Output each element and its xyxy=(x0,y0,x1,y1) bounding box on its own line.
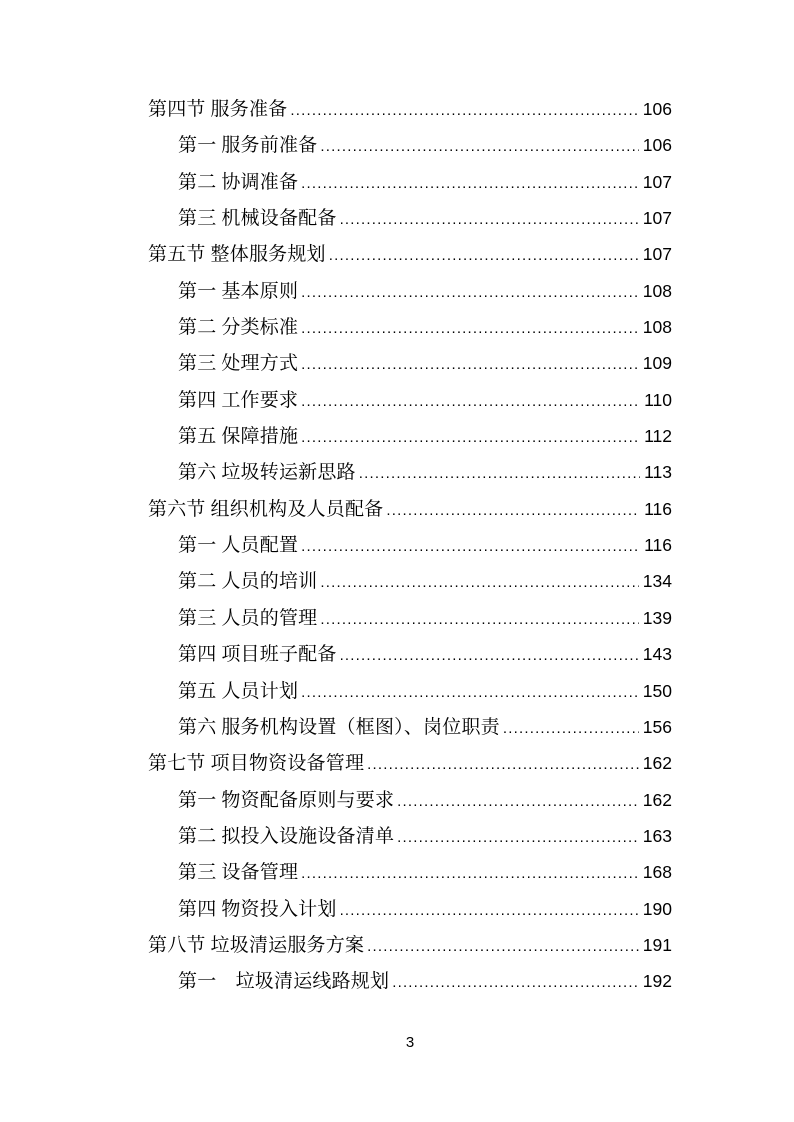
toc-entry-label: 第一 服务前准备 xyxy=(178,135,318,157)
toc-entry-page: 162 xyxy=(642,789,672,810)
toc-entry-page: 192 xyxy=(642,971,672,992)
toc-entry[interactable] xyxy=(148,127,672,163)
toc-entry-page: 162 xyxy=(642,753,672,774)
toc-entry-label: 第五节 整体服务规划 xyxy=(148,244,326,266)
toc-entry-page: 106 xyxy=(642,99,672,119)
toc-entry-label: 第一 物资配备原则与要求 xyxy=(178,789,395,811)
toc-leader-dots xyxy=(340,202,639,238)
toc-entry[interactable] xyxy=(148,927,672,963)
toc-leader-dots xyxy=(397,820,639,856)
toc-entry-page: 134 xyxy=(642,571,672,592)
page-number: 3 xyxy=(405,1034,415,1051)
toc-leader-dots xyxy=(301,675,639,711)
toc-leader-dots xyxy=(301,311,639,347)
toc-entry[interactable] xyxy=(148,818,672,854)
toc-entry[interactable] xyxy=(148,782,672,818)
toc-entry-label: 第三 处理方式 xyxy=(178,353,299,375)
toc-entry-page: 139 xyxy=(642,607,672,628)
toc-entry-page: 108 xyxy=(642,280,672,301)
toc-leader-dots xyxy=(329,238,639,274)
toc-entry[interactable] xyxy=(148,236,672,272)
toc-entry-label: 第二 协调准备 xyxy=(178,171,299,193)
toc-entry-page: 107 xyxy=(642,171,672,192)
toc-leader-dots xyxy=(301,529,640,565)
toc-entry-label: 第一 垃圾清运线路规划 xyxy=(178,971,390,993)
toc-entry-label: 第四节 服务准备 xyxy=(148,99,288,120)
toc-entry[interactable] xyxy=(148,91,672,127)
toc-entry[interactable] xyxy=(148,745,672,781)
toc-leader-dots xyxy=(340,893,639,929)
toc-entry-page: 116 xyxy=(644,498,672,519)
toc-entry-page: 116 xyxy=(644,535,672,556)
toc-entry[interactable] xyxy=(148,709,672,745)
toc-entry-page: 191 xyxy=(642,934,672,955)
toc-leader-dots xyxy=(320,602,638,638)
toc-entry-label: 第五 保障措施 xyxy=(178,426,299,448)
toc-entry[interactable] xyxy=(148,891,672,927)
toc-entry-page: 108 xyxy=(642,317,672,338)
toc-leader-dots xyxy=(301,347,639,383)
toc-entry-page: 106 xyxy=(642,135,672,156)
toc-entry-label: 第一 人员配置 xyxy=(178,535,299,557)
toc-entry-label: 第三 设备管理 xyxy=(178,862,299,884)
toc-entry-label: 第六 服务机构设置（框图）、岗位职责 xyxy=(178,716,500,738)
toc-entry-label: 第七节 项目物资设备管理 xyxy=(148,753,365,775)
toc-entry-label: 第四 项目班子配备 xyxy=(178,644,337,666)
table-of-contents xyxy=(148,91,672,1000)
toc-leader-dots xyxy=(301,856,639,892)
toc-leader-dots xyxy=(397,784,639,820)
toc-leader-dots xyxy=(320,565,638,601)
toc-leader-dots xyxy=(503,711,639,747)
toc-entry-page: 156 xyxy=(642,716,672,737)
toc-leader-dots xyxy=(392,965,639,1001)
toc-entry[interactable] xyxy=(148,491,672,527)
toc-entry-page: 109 xyxy=(642,353,672,374)
toc-entry[interactable] xyxy=(148,309,672,345)
toc-leader-dots xyxy=(359,456,640,492)
toc-entry[interactable] xyxy=(148,673,672,709)
toc-leader-dots xyxy=(301,166,639,202)
toc-entry-label: 第五 人员计划 xyxy=(178,680,299,702)
toc-entry[interactable] xyxy=(148,273,672,309)
toc-entry-page: 107 xyxy=(642,244,672,265)
toc-entry[interactable] xyxy=(148,963,672,999)
toc-entry-label: 第六 垃圾转运新思路 xyxy=(178,462,356,484)
toc-entry[interactable] xyxy=(148,382,672,418)
toc-entry-label: 第四 物资投入计划 xyxy=(178,898,337,920)
toc-entry[interactable] xyxy=(148,164,672,200)
toc-entry-page: 112 xyxy=(644,426,672,447)
toc-entry-label: 第四 工作要求 xyxy=(178,389,299,411)
toc-entry[interactable] xyxy=(148,454,672,490)
toc-entry[interactable] xyxy=(148,418,672,454)
toc-entry-label: 第三 人员的管理 xyxy=(178,607,318,629)
toc-entry[interactable] xyxy=(148,854,672,890)
toc-entry-label: 第八节 垃圾清运服务方案 xyxy=(148,934,365,956)
toc-leader-dots xyxy=(301,420,640,456)
toc-leader-dots xyxy=(301,275,639,311)
toc-entry-label: 第三 机械设备配备 xyxy=(178,208,337,230)
toc-entry-page: 190 xyxy=(642,898,672,919)
page-footer xyxy=(148,1034,672,1051)
toc-entry[interactable] xyxy=(148,636,672,672)
toc-entry[interactable] xyxy=(148,600,672,636)
toc-leader-dots xyxy=(320,129,638,165)
toc-entry-page: 107 xyxy=(642,208,672,229)
toc-entry[interactable] xyxy=(148,527,672,563)
toc-entry-label: 第二 人员的培训 xyxy=(178,571,318,593)
toc-leader-dots xyxy=(290,93,638,129)
toc-leader-dots xyxy=(386,493,640,529)
toc-entry-label: 第二 拟投入设施设备清单 xyxy=(178,825,395,847)
toc-entry[interactable] xyxy=(148,200,672,236)
toc-entry-label: 第二 分类标准 xyxy=(178,317,299,339)
toc-entry-page: 143 xyxy=(642,644,672,665)
toc-entry-page: 168 xyxy=(642,862,672,883)
toc-leader-dots xyxy=(340,638,639,674)
toc-entry-page: 150 xyxy=(642,680,672,701)
toc-entry-page: 113 xyxy=(644,462,672,483)
toc-entry-label: 第一 基本原则 xyxy=(178,280,299,302)
toc-entry[interactable] xyxy=(148,563,672,599)
toc-entry-page: 110 xyxy=(644,389,672,410)
toc-entry-label: 第六节 组织机构及人员配备 xyxy=(148,498,384,520)
toc-entry-page: 163 xyxy=(642,825,672,846)
toc-leader-dots xyxy=(367,747,639,783)
toc-leader-dots xyxy=(301,384,640,420)
toc-entry[interactable] xyxy=(148,345,672,381)
toc-leader-dots xyxy=(367,929,639,965)
